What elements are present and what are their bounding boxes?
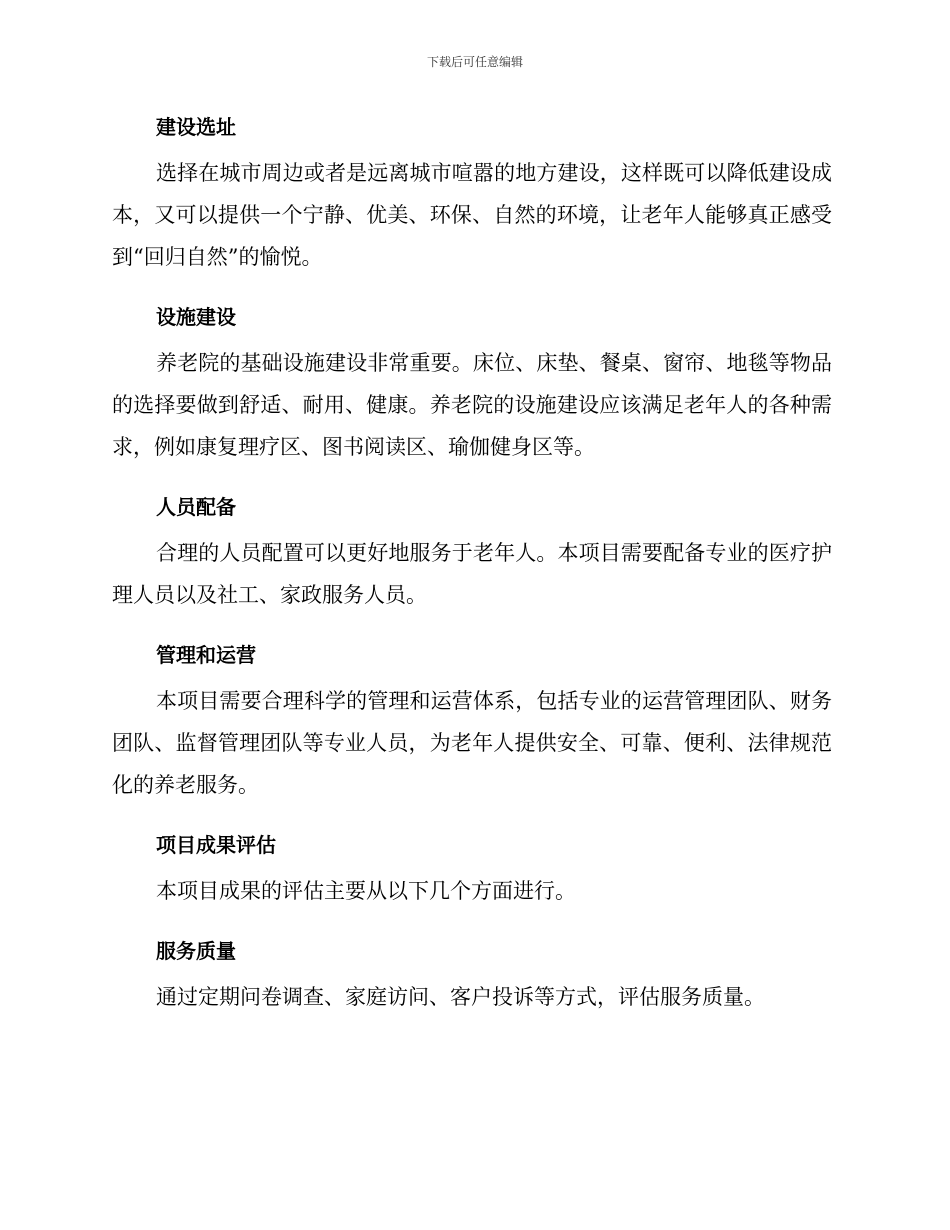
section-body-site-selection: 选择在城市周边或者是远离城市喧嚣的地方建设，这样既可以降低建设成本，又可以提供一个宁静、优美、环保、自然的环境，让老年人能够真正感受到“回归自然”的愉悦。 <box>112 161 832 269</box>
section-heading-service-quality: 服务质量 <box>156 939 236 963</box>
header-note: 下载后可任意编辑 <box>426 55 523 69</box>
section-heading-management: 管理和运营 <box>156 643 256 667</box>
section-heading-facilities: 设施建设 <box>156 305 236 329</box>
section-body-facilities: 养老院的基础设施建设非常重要。床位、床垫、餐桌、窗帘、地毯等物品的选择要做到舒适、耐用、健康。养老院的设施建设应该满足老年人的各种需求，例如康复理疗区、图书阅读区、瑜伽健身区等。 <box>112 351 832 459</box>
section-body-service-quality: 通过定期问卷调查、家庭访问、客户投诉等方式，评估服务质量。 <box>156 985 765 1009</box>
document-body <box>112 112 832 1018</box>
section-body-evaluation: 本项目成果的评估主要从以下几个方面进行。 <box>156 879 576 903</box>
section-body-staffing: 合理的人员配置可以更好地服务于老年人。本项目需要配备专业的医疗护理人员以及社工、家政服务人员。 <box>112 541 832 607</box>
section-body-management: 本项目需要合理科学的管理和运营体系，包括专业的运营管理团队、财务团队、监督管理团队等专业人员，为老年人提供安全、可靠、便利、法律规范化的养老服务。 <box>112 689 832 797</box>
section-heading-evaluation: 项目成果评估 <box>156 833 276 857</box>
section-heading-site-selection: 建设选址 <box>156 115 236 139</box>
section-heading-staffing: 人员配备 <box>156 495 236 519</box>
